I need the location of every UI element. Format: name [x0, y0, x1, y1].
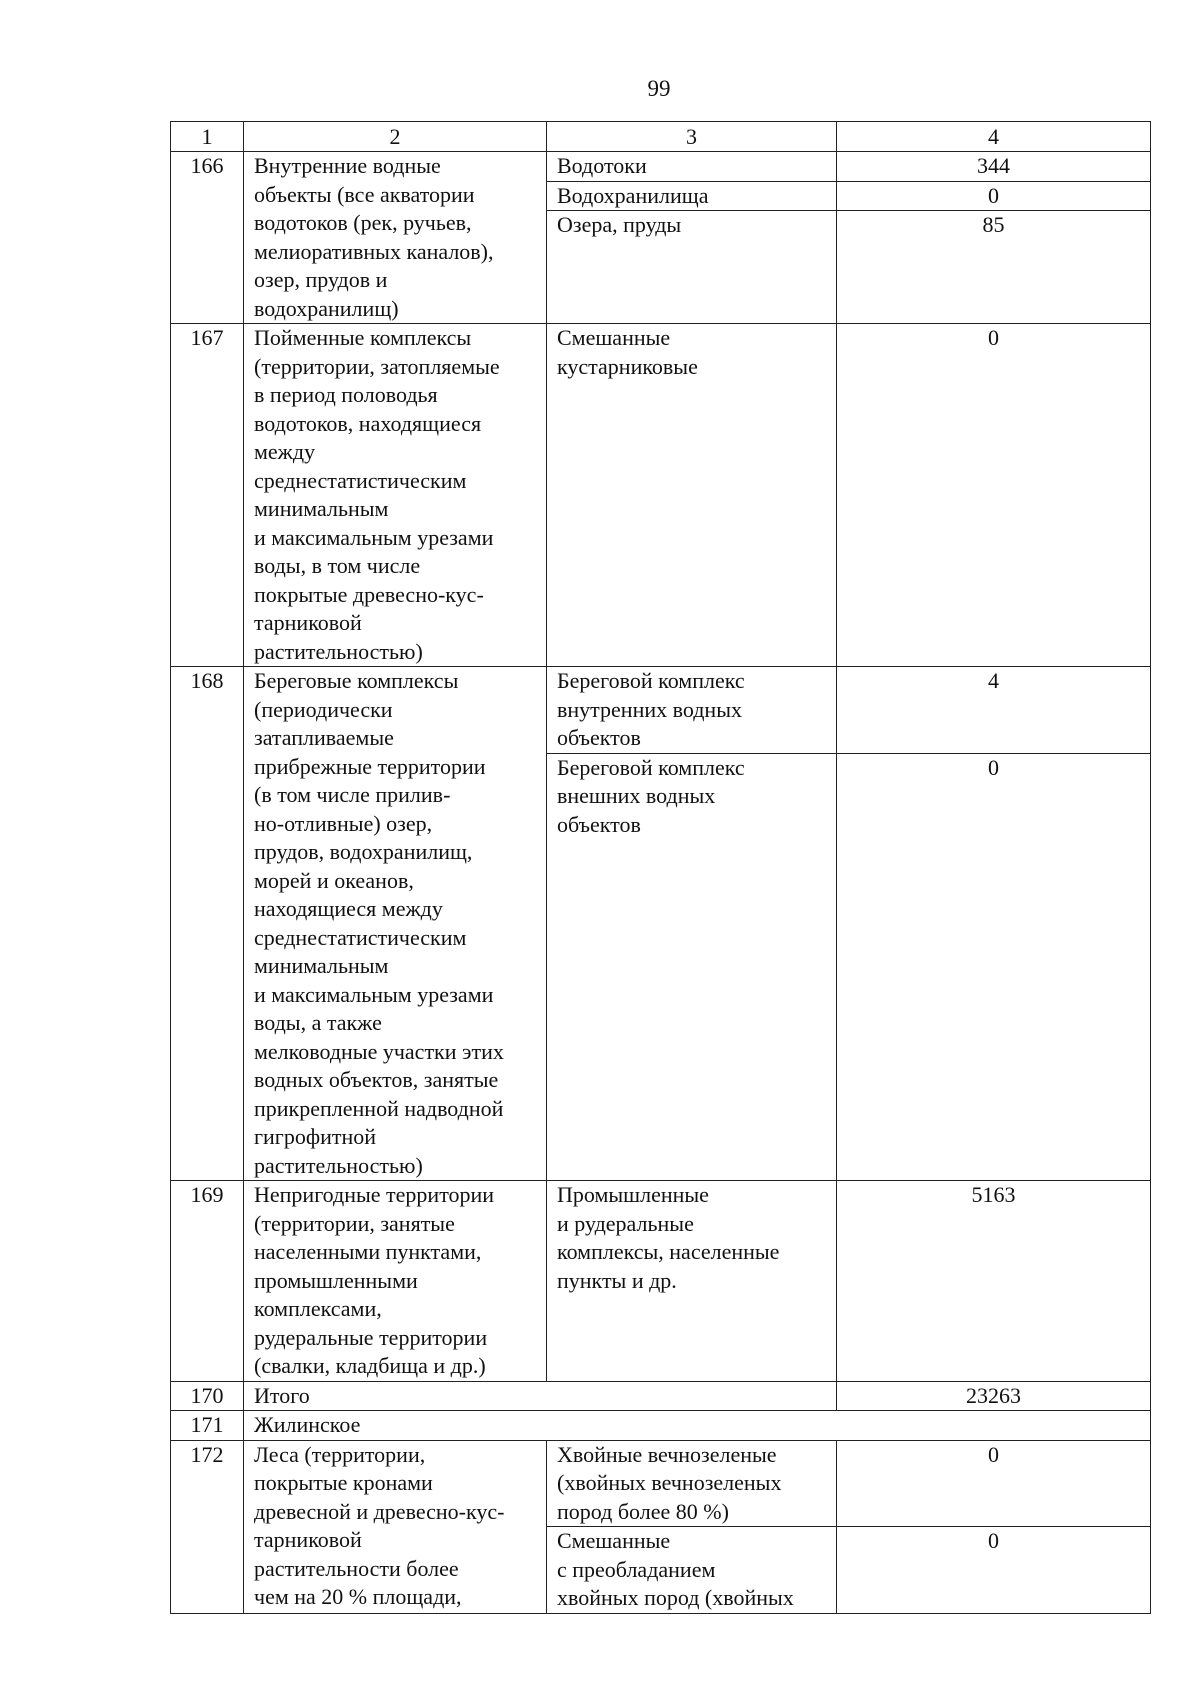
sub-value: 0	[837, 753, 1151, 1181]
sub-type: Промышленные и рудеральные комплексы, населенные пункты и др.	[547, 1181, 837, 1382]
page-number: 99	[647, 76, 671, 101]
sub-value: 85	[837, 211, 1151, 324]
table-header-row	[171, 122, 1151, 152]
row-number: 171	[171, 1411, 244, 1441]
total-label: Итого	[244, 1381, 837, 1411]
sub-type: Береговой комплекс внешних водных объектов	[547, 753, 837, 1181]
table-row-172	[171, 1440, 1151, 1527]
sub-value: 0	[837, 181, 1151, 211]
row-number: 169	[171, 1181, 244, 1382]
sub-value: 344	[837, 152, 1151, 182]
table-row-166	[171, 152, 1151, 182]
sub-type: Смешанные кустарниковые	[547, 324, 837, 667]
row-name: Береговые комплексы (периодически затапливаемые прибрежные территории (в том числе прилив- но-отливные) озер, прудов, водохранилищ, морей и океанов, находящиеся между среднестатистическим минимальным и максимальным урезами воды, а также мелководные участки этих водных объектов, занятые прикрепленной надводной гигрофитной растительностью)	[244, 667, 547, 1181]
row-name: Непригодные территории (территории, занятые населенными пунктами, промышленными комплексами, рудеральные территории (свалки, кладбища и др.)	[244, 1181, 547, 1382]
header-col-3: 3	[547, 122, 837, 152]
table-row-167	[171, 324, 1151, 667]
sub-type: Смешанные с преобладанием хвойных пород (хвойных	[547, 1527, 837, 1614]
section-title: Жилинское	[244, 1411, 1151, 1441]
row-number: 172	[171, 1440, 244, 1613]
total-value: 23263	[837, 1381, 1151, 1411]
sub-value: 0	[837, 324, 1151, 667]
row-number: 167	[171, 324, 244, 667]
table-row-170	[171, 1381, 1151, 1411]
sub-value: 4	[837, 667, 1151, 754]
table-row-168	[171, 667, 1151, 754]
row-name: Леса (территории, покрытые кронами древесной и древесно-кус- тарниковой растительности более чем на 20 % площади,	[244, 1440, 547, 1613]
row-name: Внутренние водные объекты (все акватории водотоков (рек, ручьев, мелиоративных каналов), озер, прудов и водохранилищ)	[244, 152, 547, 324]
sub-type: Водотоки	[547, 152, 837, 182]
row-number: 168	[171, 667, 244, 1181]
sub-type: Береговой комплекс внутренних водных объектов	[547, 667, 837, 754]
row-name: Пойменные комплексы (территории, затопляемые в период половодья водотоков, находящиеся между среднестатистическим минимальным и максимальным урезами воды, в том числе покрытые древесно-кус- тарниковой растительностью)	[244, 324, 547, 667]
sub-type: Водохранилища	[547, 181, 837, 211]
sub-type: Хвойные вечнозеленые (хвойных вечнозеленых пород более 80 %)	[547, 1440, 837, 1527]
sub-value: 0	[837, 1527, 1151, 1614]
table-row-171	[171, 1411, 1151, 1441]
header-col-1: 1	[171, 122, 244, 152]
land-classification-table	[170, 121, 1151, 1614]
sub-value: 0	[837, 1440, 1151, 1527]
table-row-169	[171, 1181, 1151, 1382]
row-number: 166	[171, 152, 244, 324]
row-number: 170	[171, 1381, 244, 1411]
sub-value: 5163	[837, 1181, 1151, 1382]
header-col-4: 4	[837, 122, 1151, 152]
sub-type: Озера, пруды	[547, 211, 837, 324]
header-col-2: 2	[244, 122, 547, 152]
